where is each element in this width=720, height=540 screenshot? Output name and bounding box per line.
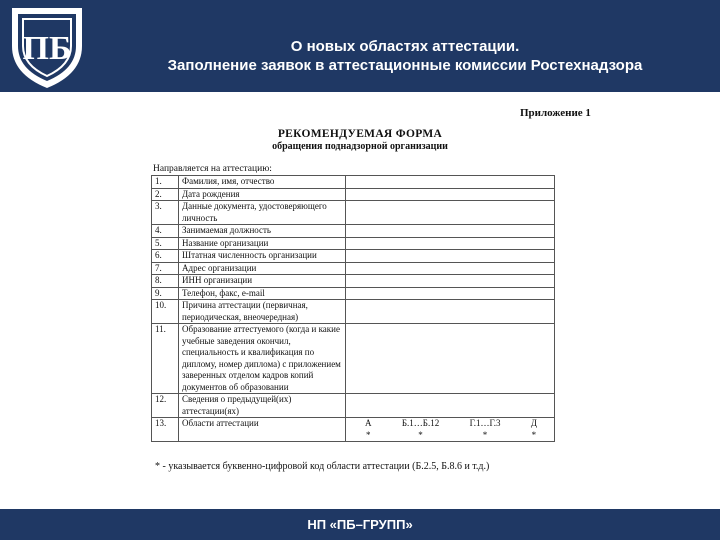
form-title: РЕКОМЕНДУЕМАЯ ФОРМА xyxy=(277,128,443,140)
area-code-label: А xyxy=(365,418,372,428)
area-code xyxy=(402,418,439,441)
area-mark: * xyxy=(531,429,537,440)
table-row xyxy=(152,250,555,263)
table-row-areas xyxy=(152,418,555,442)
row-label: Области аттестации xyxy=(179,418,346,442)
row-label: Название организации xyxy=(179,237,346,250)
row-value xyxy=(346,324,555,394)
row-label: Фамилия, имя, отчество xyxy=(179,176,346,189)
area-code-label: Г.1…Г.3 xyxy=(469,418,501,428)
row-value xyxy=(346,287,555,300)
row-number: 3. xyxy=(152,201,179,225)
area-codes xyxy=(349,418,551,441)
row-value xyxy=(346,225,555,238)
appendix-label: Приложение 1 xyxy=(520,107,591,119)
title-line-2: Заполнение заявок в аттестационные комиссии Ростехнадзора xyxy=(167,57,643,74)
area-code-label: Б.1…Б.12 xyxy=(401,418,440,428)
row-label: Телефон, факс, e-mail xyxy=(179,287,346,300)
form-subtitle: обращения поднадзорной организации xyxy=(272,141,448,152)
pb-shield-logo xyxy=(4,2,90,90)
row-number: 2. xyxy=(152,188,179,201)
footnote: * - указывается буквенно-цифровой код области аттестации (Б.2.5, Б.8.6 и т.д.) xyxy=(155,461,490,472)
logo-text: ПБ xyxy=(22,30,72,67)
row-number: 11. xyxy=(152,324,179,394)
table-row xyxy=(152,275,555,288)
row-number: 1. xyxy=(152,176,179,189)
area-code xyxy=(365,418,372,441)
area-code xyxy=(531,418,537,441)
row-value xyxy=(346,237,555,250)
table-row xyxy=(152,201,555,225)
row-number: 8. xyxy=(152,275,179,288)
area-mark: * xyxy=(418,429,423,440)
row-number: 7. xyxy=(152,262,179,275)
row-value xyxy=(346,188,555,201)
table-row xyxy=(152,287,555,300)
title-line-1: О новых областях аттестации. xyxy=(290,38,520,55)
slide-title xyxy=(95,38,715,75)
table-row xyxy=(152,324,555,394)
row-label: Данные документа, удостоверяющего личность xyxy=(179,201,346,225)
table-row xyxy=(152,176,555,189)
table-row xyxy=(152,300,555,324)
footer-bar xyxy=(0,509,720,540)
application-form-table xyxy=(151,175,555,442)
row-label: ИНН организации xyxy=(179,275,346,288)
row-label: Сведения о предыдущей(их) аттестации(ях) xyxy=(179,394,346,418)
row-value xyxy=(346,262,555,275)
row-value xyxy=(346,275,555,288)
row-number: 13. xyxy=(152,418,179,442)
row-label: Причина аттестации (первичная, периодическая, внеочередная) xyxy=(179,300,346,324)
row-label: Дата рождения xyxy=(179,188,346,201)
row-number: 4. xyxy=(152,225,179,238)
row-number: 10. xyxy=(152,300,179,324)
row-number: 5. xyxy=(152,237,179,250)
row-number: 6. xyxy=(152,250,179,263)
table-row xyxy=(152,188,555,201)
header-bar xyxy=(0,0,720,92)
row-label: Занимаемая должность xyxy=(179,225,346,238)
area-code-label: Д xyxy=(530,418,537,428)
row-label: Образование аттестуемого (когда и какие учебные заведения окончил, специальность и квалификация по диплому, номер диплома) с приложением заверенных отделом кадров копий документов об образовании xyxy=(179,324,346,394)
row-value xyxy=(346,394,555,418)
table-row xyxy=(152,262,555,275)
row-value xyxy=(346,176,555,189)
form-heading xyxy=(140,128,580,152)
row-number: 9. xyxy=(152,287,179,300)
row-number: 12. xyxy=(152,394,179,418)
area-mark: * xyxy=(482,429,488,440)
areas-cell xyxy=(346,418,555,442)
table-row xyxy=(152,237,555,250)
row-value xyxy=(346,201,555,225)
row-label: Штатная численность организации xyxy=(179,250,346,263)
table-row xyxy=(152,394,555,418)
area-mark: * xyxy=(366,429,371,440)
sent-label: Направляется на аттестацию: xyxy=(153,164,272,174)
table-row xyxy=(152,225,555,238)
footer-text: НП «ПБ–ГРУПП» xyxy=(307,517,413,532)
row-label: Адрес организации xyxy=(179,262,346,275)
row-value xyxy=(346,300,555,324)
area-code xyxy=(470,418,501,441)
row-value xyxy=(346,250,555,263)
